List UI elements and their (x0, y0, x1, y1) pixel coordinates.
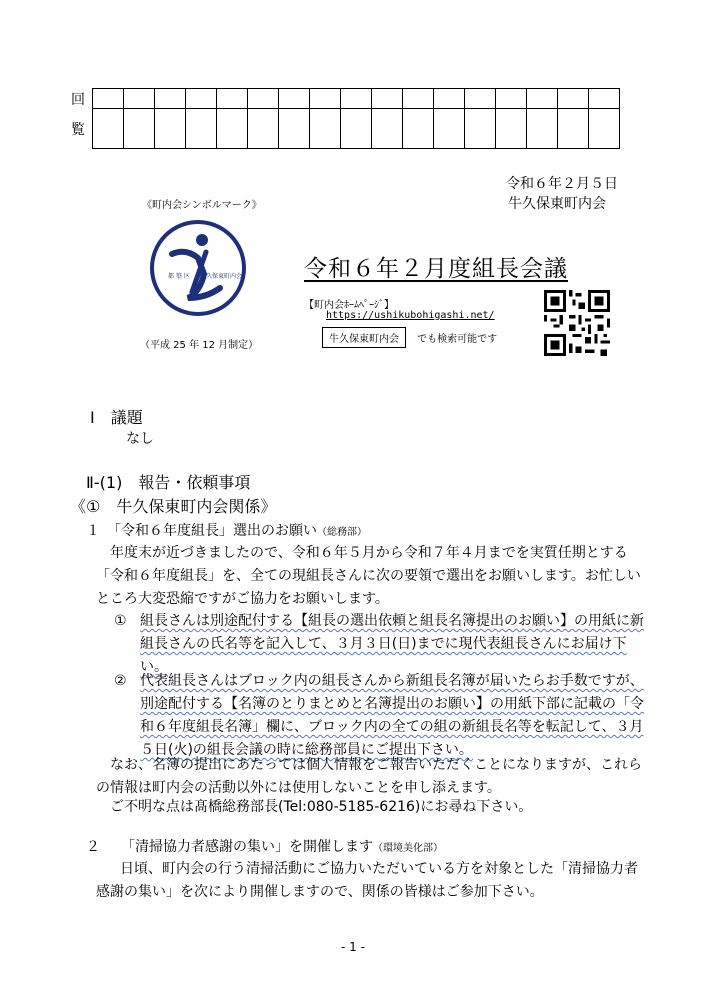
search-keyword-box: 牛久保東町内会 (322, 327, 406, 348)
item-2-title: ２ 「清掃協力者感謝の集い」を開催します (86, 839, 373, 855)
item-1-clause-2-text: 代表組長さんはブロック内の組長さんから新組長名簿が届いたらお手数ですが、別途配付する【名簿のとりまとめと名簿提出のお願い】の用紙下部に記載の「令和６年度組長名簿」欄に、ブロック内の全ての組の新組長名等を転記して、３月５日(火)の組長会議の時に総務部員にご提出下さい。 (140, 673, 644, 758)
section-1-body: なし (126, 431, 154, 447)
item-1-contact: ご不明な点は髙橋総務部長(Tel:080-5185-6216)にお尋ね下さい。 (110, 799, 533, 815)
circulation-grid (64, 88, 620, 149)
item-2-dept: （環境美化部） (373, 843, 443, 854)
item-1-clause-1-text: 組長さんは別途配付する【組長の選出依頼と組長名簿提出のお願い】の用紙に新組長さんの氏名等を記入して、３月３日(日)までに現代表組長さんにお届け下い。 (140, 613, 644, 675)
logo-text-left: 都 築 区 (168, 273, 190, 280)
search-note: でも検索可能です (417, 334, 498, 345)
symbol-caption: 《町内会シンボルマーク》 (142, 200, 262, 211)
item-1-clause-2 (140, 670, 646, 762)
item-1-heading (86, 520, 367, 544)
issue-date: 令和６年２月５日 (506, 176, 618, 192)
town-association-logo (148, 218, 248, 318)
item-1-clause-1 (140, 610, 646, 679)
symbol-established: （平成 25 年 12 月制定） (140, 340, 259, 351)
item-2-paragraph: 日頃、町内会の行う清掃活動にご協力いただいている方を対象とした「清掃協力者感謝の集い」を次により開催しますので、関係の皆様はご参加下さい。 (96, 861, 638, 900)
section-2-subtitle: 《① 牛久保東町内会関係》 (70, 497, 277, 516)
item-2-heading (86, 836, 443, 860)
qr-code-icon (544, 290, 610, 356)
item-1-paragraph: 年度末が近づきましたので、令和６年５月から令和７年４月までを実質任期とする「令和６年度組長」を、全ての現組長さんに次の要領で選出をお願いします。お忙しいところ大変恐縮ですがご協力をお願いします。 (96, 545, 641, 607)
page-number: - 1 - (341, 940, 365, 954)
homepage-url[interactable]: https://ushikubohigashi.net/ (326, 310, 495, 321)
item-1-privacy-note: なお、名簿の提出にあたっては個人情報をご報告いただくことになりますが、これらの情報は町内会の活動以外には使用しないことを申し添えます。 (96, 757, 642, 796)
issuing-org: 牛久保東町内会 (508, 196, 606, 212)
homepage-label: 【町内会ﾎｰﾑﾍﾟｰｼﾞ】 (304, 300, 394, 311)
item-1-clause-1-mark: ① (114, 613, 127, 629)
item-1-dept: （総務部） (317, 527, 367, 538)
item-1-title: １ 「令和６年度組長」選出のお願い (86, 523, 317, 539)
page-title: 令和６年２月度組長会議 (304, 256, 568, 282)
section-1-title: Ⅰ 議題 (90, 408, 143, 427)
item-1-clause-2-mark: ② (114, 673, 127, 689)
logo-text-right: 久保東町内会 (206, 273, 243, 280)
circulation-label-top: 回 (71, 91, 85, 108)
circulation-label-bottom: 覧 (71, 121, 85, 138)
section-2-title: Ⅱ-(1) 報告・依頼事項 (86, 473, 251, 492)
